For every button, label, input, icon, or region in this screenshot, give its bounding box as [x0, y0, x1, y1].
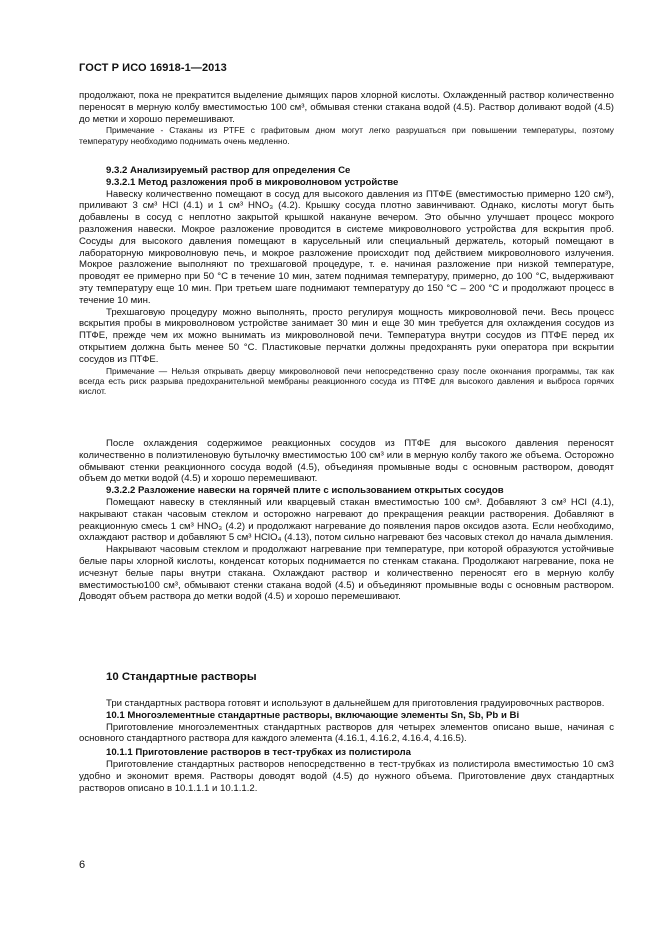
heading-9-3-2-1: 9.3.2.1 Метод разложения проб в микроволновом устройстве [106, 176, 399, 188]
heading-10-1-1: 10.1.1 Приготовление растворов в тест-трубках из полистирола [106, 747, 411, 759]
paragraph-test-tubes: Приготовление стандартных растворов непосредственно в тест-трубках из полистирола вместимостью 10 см3 удобно и экономит время. Растворы доводят водой (4.5) до нужного объема. Приготовление двух стандартных растворов описано в 10.1.1.1 и 10.1.1.2. [79, 758, 614, 794]
block-continuation [79, 90, 614, 146]
paragraph-three-step: Трехшаговую процедуру можно выполнять, просто регулируя мощность микроволновой печи. Весь процесс вскрытия пробы в микроволновом устройстве занимает 30 мин и еще 30 мин требуется для охлаждения сосудов из ПТФЕ, прежде чем их можно вынимать из микроволновой печи. Температура внутри сосудов из ПТФЕ перед их открытием должна быть менее 50 °С. Пластиковые перчатки должны предохранять руки оператора при вскрытии сосудов из ПТФЕ. [79, 306, 614, 365]
heading-10-1: 10.1 Многоэлементные стандартные растворы, включающие элементы Sn, Sb, Pb и Bi [106, 709, 520, 721]
paragraph-microwave-digestion: Навеску количественно помещают в сосуд для высокого давления из ПТФЕ (вместимостью примерно 120 см³), приливают 3 см³ HCl (4.1) и 1 см³ HNO₃ (4.2). Крышку сосуда плотно завинчивают. Однако, кислоты могут быть добавлены в сосуд с неплотно закрытой крышкой накануне вечером. Это обычно улучшает процесс мокрого разложения навески. Мокрое разложение проводится в системе микроволнового устройства для вскрытия проб. Сосуды для высокого давления помещают в карусельный или специальный держатель, который помещают в лабораторную микроволновую печь, и мокрое разложение происходит под действием микроволнового излучения. Мокрое разложение выполняют по трехшаговой процедуре, т. е. начиная разложение при низкой температуре, проводят ее примерно при 50 °С в течение 10 мин, затем поднимая температуру, примерно, до 100 °С, выдерживают эту температуру еще 10 мин. При третьем шаге поднимают температуру до 150 °С – 200 °С и продолжают процесс в течение 10 мин. [79, 188, 614, 306]
page-number: 6 [79, 859, 86, 871]
section-10 [79, 671, 614, 683]
heading-section-10: 10 Стандартные растворы [106, 671, 257, 683]
block-section-9-3-2-2 [79, 438, 614, 603]
paragraph-hotplate: Помещают навеску в стеклянный или кварцевый стакан вместимостью 100 см³. Добавляют 3 см³ HCl (4.1), накрывают стакан часовым стеклом и осторожно нагревают до прекращения реакции растворения. Добавляют в реакционную смесь 1 см³ HNO₃ (4.2) и продолжают нагревание до появления паров оксидов азота. Если необходимо, охлаждают раствор и добавляют 5 см³ HClO₄ (4.13), потом сильно нагревают без часовых стекол до начала дымления. [79, 496, 614, 544]
paragraph-after-cooling: После охлаждения содержимое реакционных сосудов из ПТФЕ для высокого давления переносят количественно в полиэтиленовую бутылочку вместимостью 100 см³ или в мерную колбу такого же объема. Осторожно обмывают стенки реакционного сосуда водой (4.5), объединяя промывные воды с основным раствором, доводят объем до метки водой (4.5) и хорошо перемешивают. [79, 438, 614, 485]
paragraph-acid-fumes: продолжают, пока не прекратится выделение дымящих паров хлорной кислоты. Охлажденный раствор количественно переносят в мерную колбу вместимостью 100 см³, обмывая стенки стакана водой (4.5). Раствор доливают водой (4.5) до метки и хорошо перемешивают. [79, 90, 614, 125]
paragraph-watch-glass: Накрывают часовым стеклом и продолжают нагревание при температуре, при которой образуются устойчивые белые пары хлорной кислоты, конденсат которых поднимается по стенкам стакана. Продолжают нагревание, пока не исчезнут белые пары внутри стакана. Охлаждают раствор и количественно переносят его в мерную колбу вместимостью100 см³, обмывают стенки стакана водой (4.5) и объединяют промывные воды с основным раствором. Доводят объем раствора до метки водой (4.5) и хорошо перемешивают. [79, 544, 614, 603]
note-ptfe-beakers: Примечание - Стаканы из PTFE с графитовым дном могут легко разрушаться при повышении температуры, поэтому температуру необходимо поднимать очень медленно. [79, 125, 614, 146]
paragraph-three-standards: Три стандартных раствора готовят и используют в дальнейшем для приготовления градуировочных растворов. [106, 698, 605, 709]
heading-9-3-2-2: 9.3.2.2 Разложение навески на горячей плите с использованием открытых сосудов [106, 485, 504, 497]
heading-9-3-2: 9.3.2 Анализируемый раствор для определения Се [106, 165, 351, 176]
section-10-body [79, 698, 614, 794]
note-microwave-door: Примечание — Нельзя открывать дверцу микроволновой печи непосредственно сразу после окончания программы, так как всегда есть риск разрыва предохранительной мембраны реакционного сосуда из ПТФЕ для высокого давления и выброса горячих кислот. [79, 365, 614, 397]
paragraph-multielement: Приготовление многоэлементных стандартных растворов для четырех элементов описано выше, начиная с основного стандартного раствора для каждого элемента (4.16.1, 4.16.2, 4.16.4, 4.16.5). [79, 721, 614, 745]
block-section-9-3-2 [79, 165, 614, 397]
document-header: ГОСТ Р ИСО 16918-1—2013 [79, 62, 227, 74]
